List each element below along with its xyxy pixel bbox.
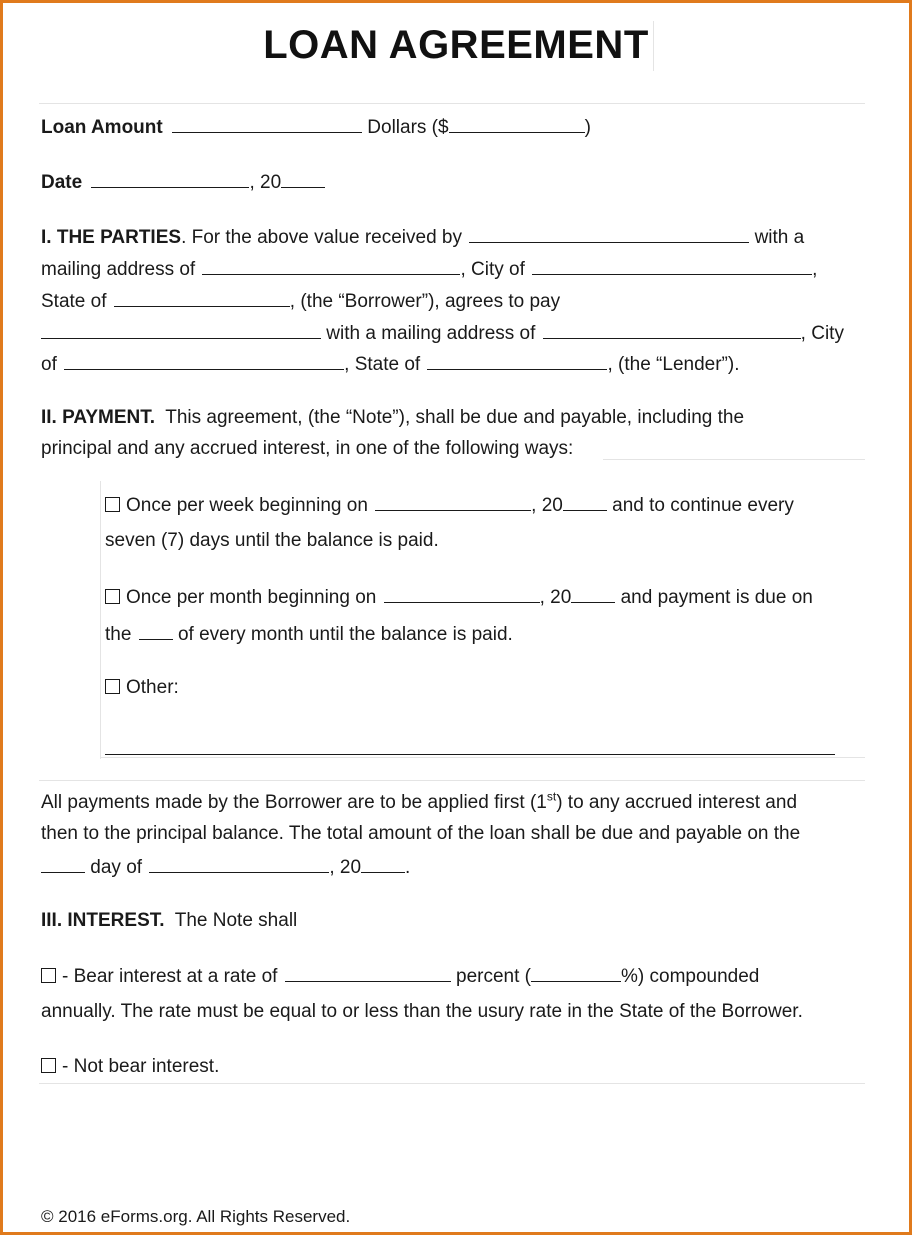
options-inner-rule [100, 757, 865, 758]
weekly-checkbox[interactable] [105, 497, 120, 512]
weekly-option-line-1 [105, 492, 794, 518]
date-year-field[interactable] [281, 169, 325, 188]
applied-text-3a: day of [90, 857, 143, 878]
parties-heading: I. THE PARTIES [41, 227, 182, 248]
date-row [41, 169, 325, 195]
not-bear-interest-line [41, 1055, 219, 1079]
interest-rate-words-field[interactable] [285, 963, 451, 982]
due-year-field[interactable] [361, 854, 405, 873]
header-rule [39, 103, 865, 104]
monthly-text-d: the [105, 624, 132, 645]
weekly-text-c: and to continue every [612, 495, 794, 516]
applied-text-3b: , 20 [329, 857, 362, 878]
parties-text-4b: , City [800, 323, 844, 344]
loan-amount-label: Loan Amount [41, 117, 163, 138]
applied-text-3c: . [405, 857, 411, 878]
parties-text-5b: , State of [344, 354, 421, 375]
interest-heading-line [41, 909, 297, 933]
borrower-address-field[interactable] [202, 256, 460, 275]
lender-name-field[interactable] [41, 320, 321, 339]
other-terms-field[interactable] [105, 754, 835, 755]
bear-text-b: percent ( [456, 966, 531, 987]
payment-line-1 [41, 406, 744, 430]
not-bear-interest-checkbox[interactable] [41, 1058, 56, 1073]
weekly-text-b: , 20 [531, 495, 563, 516]
parties-line-2 [41, 256, 817, 282]
document-title: LOAN AGREEMENT [263, 23, 649, 67]
payment-text-1: This agreement, (the “Note”), shall be due and payable, including the [165, 407, 745, 428]
parties-line-4 [41, 320, 844, 346]
applied-text-1b: ) to any accrued interest and [556, 792, 798, 813]
parties-line-5 [41, 351, 739, 377]
applied-sup: st [546, 789, 557, 804]
copyright-footer: © 2016 eForms.org. All Rights Reserved. [41, 1207, 351, 1226]
bear-interest-line-2: annually. The rate must be equal to or less than the usury rate in the State of the Borrower. [41, 1001, 803, 1022]
monthly-year-field[interactable] [571, 584, 615, 603]
loan-amount-dollars-text: Dollars ($ [367, 117, 449, 138]
monthly-option-line-1 [105, 584, 813, 610]
applied-line-1 [41, 791, 797, 815]
payment-line-2: principal and any accrued interest, in one of the following ways: [41, 438, 574, 459]
parties-line-3 [41, 288, 560, 314]
weekly-start-date-field[interactable] [375, 492, 531, 511]
parties-text-2b: , City of [460, 259, 525, 280]
loan-amount-row [41, 114, 591, 140]
payment-rule [603, 459, 865, 460]
loan-amount-number-field[interactable] [449, 114, 585, 133]
not-bear-text: - Not bear interest. [62, 1056, 220, 1077]
parties-text-2a: mailing address of [41, 259, 196, 280]
parties-text-1a: . For the above value received by [181, 227, 462, 248]
parties-text-4a: with a mailing address of [326, 323, 536, 344]
due-day-field[interactable] [41, 854, 85, 873]
monthly-text-b: , 20 [539, 587, 572, 608]
lender-state-field[interactable] [427, 351, 607, 370]
options-left-rule [100, 481, 101, 759]
monthly-option-line-2 [105, 621, 513, 647]
weekly-option-line-2: seven (7) days until the balance is paid. [105, 530, 439, 551]
bear-text-a: - Bear interest at a rate of [62, 966, 278, 987]
loan-amount-close: ) [584, 117, 591, 138]
bear-interest-line-1 [41, 963, 759, 989]
parties-text-1b: with a [754, 227, 805, 248]
borrower-city-field[interactable] [532, 256, 812, 275]
other-checkbox[interactable] [105, 679, 120, 694]
other-option-line [105, 676, 179, 700]
monthly-checkbox[interactable] [105, 589, 120, 604]
weekly-text-a: Once per week beginning on [126, 495, 368, 516]
interest-heading-tail: The Note shall [174, 910, 298, 931]
parties-text-3b: , (the “Borrower”), agrees to pay [289, 291, 561, 312]
date-label: Date [41, 172, 83, 193]
monthly-due-day-field[interactable] [139, 621, 173, 640]
options-bottom-rule [39, 780, 865, 781]
lender-city-field[interactable] [64, 351, 344, 370]
lender-address-field[interactable] [543, 320, 801, 339]
interest-bottom-rule [39, 1083, 865, 1084]
due-month-field[interactable] [149, 854, 329, 873]
monthly-text-a: Once per month beginning on [126, 587, 377, 608]
interest-rate-percent-field[interactable] [531, 963, 621, 982]
borrower-name-field[interactable] [469, 224, 749, 243]
payment-heading: II. PAYMENT. [41, 407, 156, 428]
date-year-prefix: , 20 [249, 172, 282, 193]
borrower-state-field[interactable] [114, 288, 290, 307]
parties-text-3a: State of [41, 291, 107, 312]
parties-line-1 [41, 224, 804, 250]
parties-text-2c: , [812, 259, 818, 280]
parties-text-5c: , (the “Lender”). [607, 354, 740, 375]
other-label: Other: [126, 677, 179, 698]
parties-text-5a: of [41, 354, 57, 375]
monthly-start-date-field[interactable] [384, 584, 540, 603]
monthly-text-e: of every month until the balance is paid. [177, 624, 513, 645]
applied-text-1a: All payments made by the Borrower are to be applied first (1 [41, 792, 547, 813]
monthly-text-c: and payment is due on [620, 587, 813, 608]
weekly-year-field[interactable] [563, 492, 607, 511]
loan-amount-words-field[interactable] [172, 114, 362, 133]
bear-interest-checkbox[interactable] [41, 968, 56, 983]
applied-line-2: then to the principal balance. The total amount of the loan shall be due and payable on the [41, 823, 801, 844]
interest-heading: III. INTEREST. [41, 910, 165, 931]
date-field[interactable] [91, 169, 249, 188]
applied-line-3 [41, 854, 410, 880]
bear-text-c: %) compounded [621, 966, 760, 987]
